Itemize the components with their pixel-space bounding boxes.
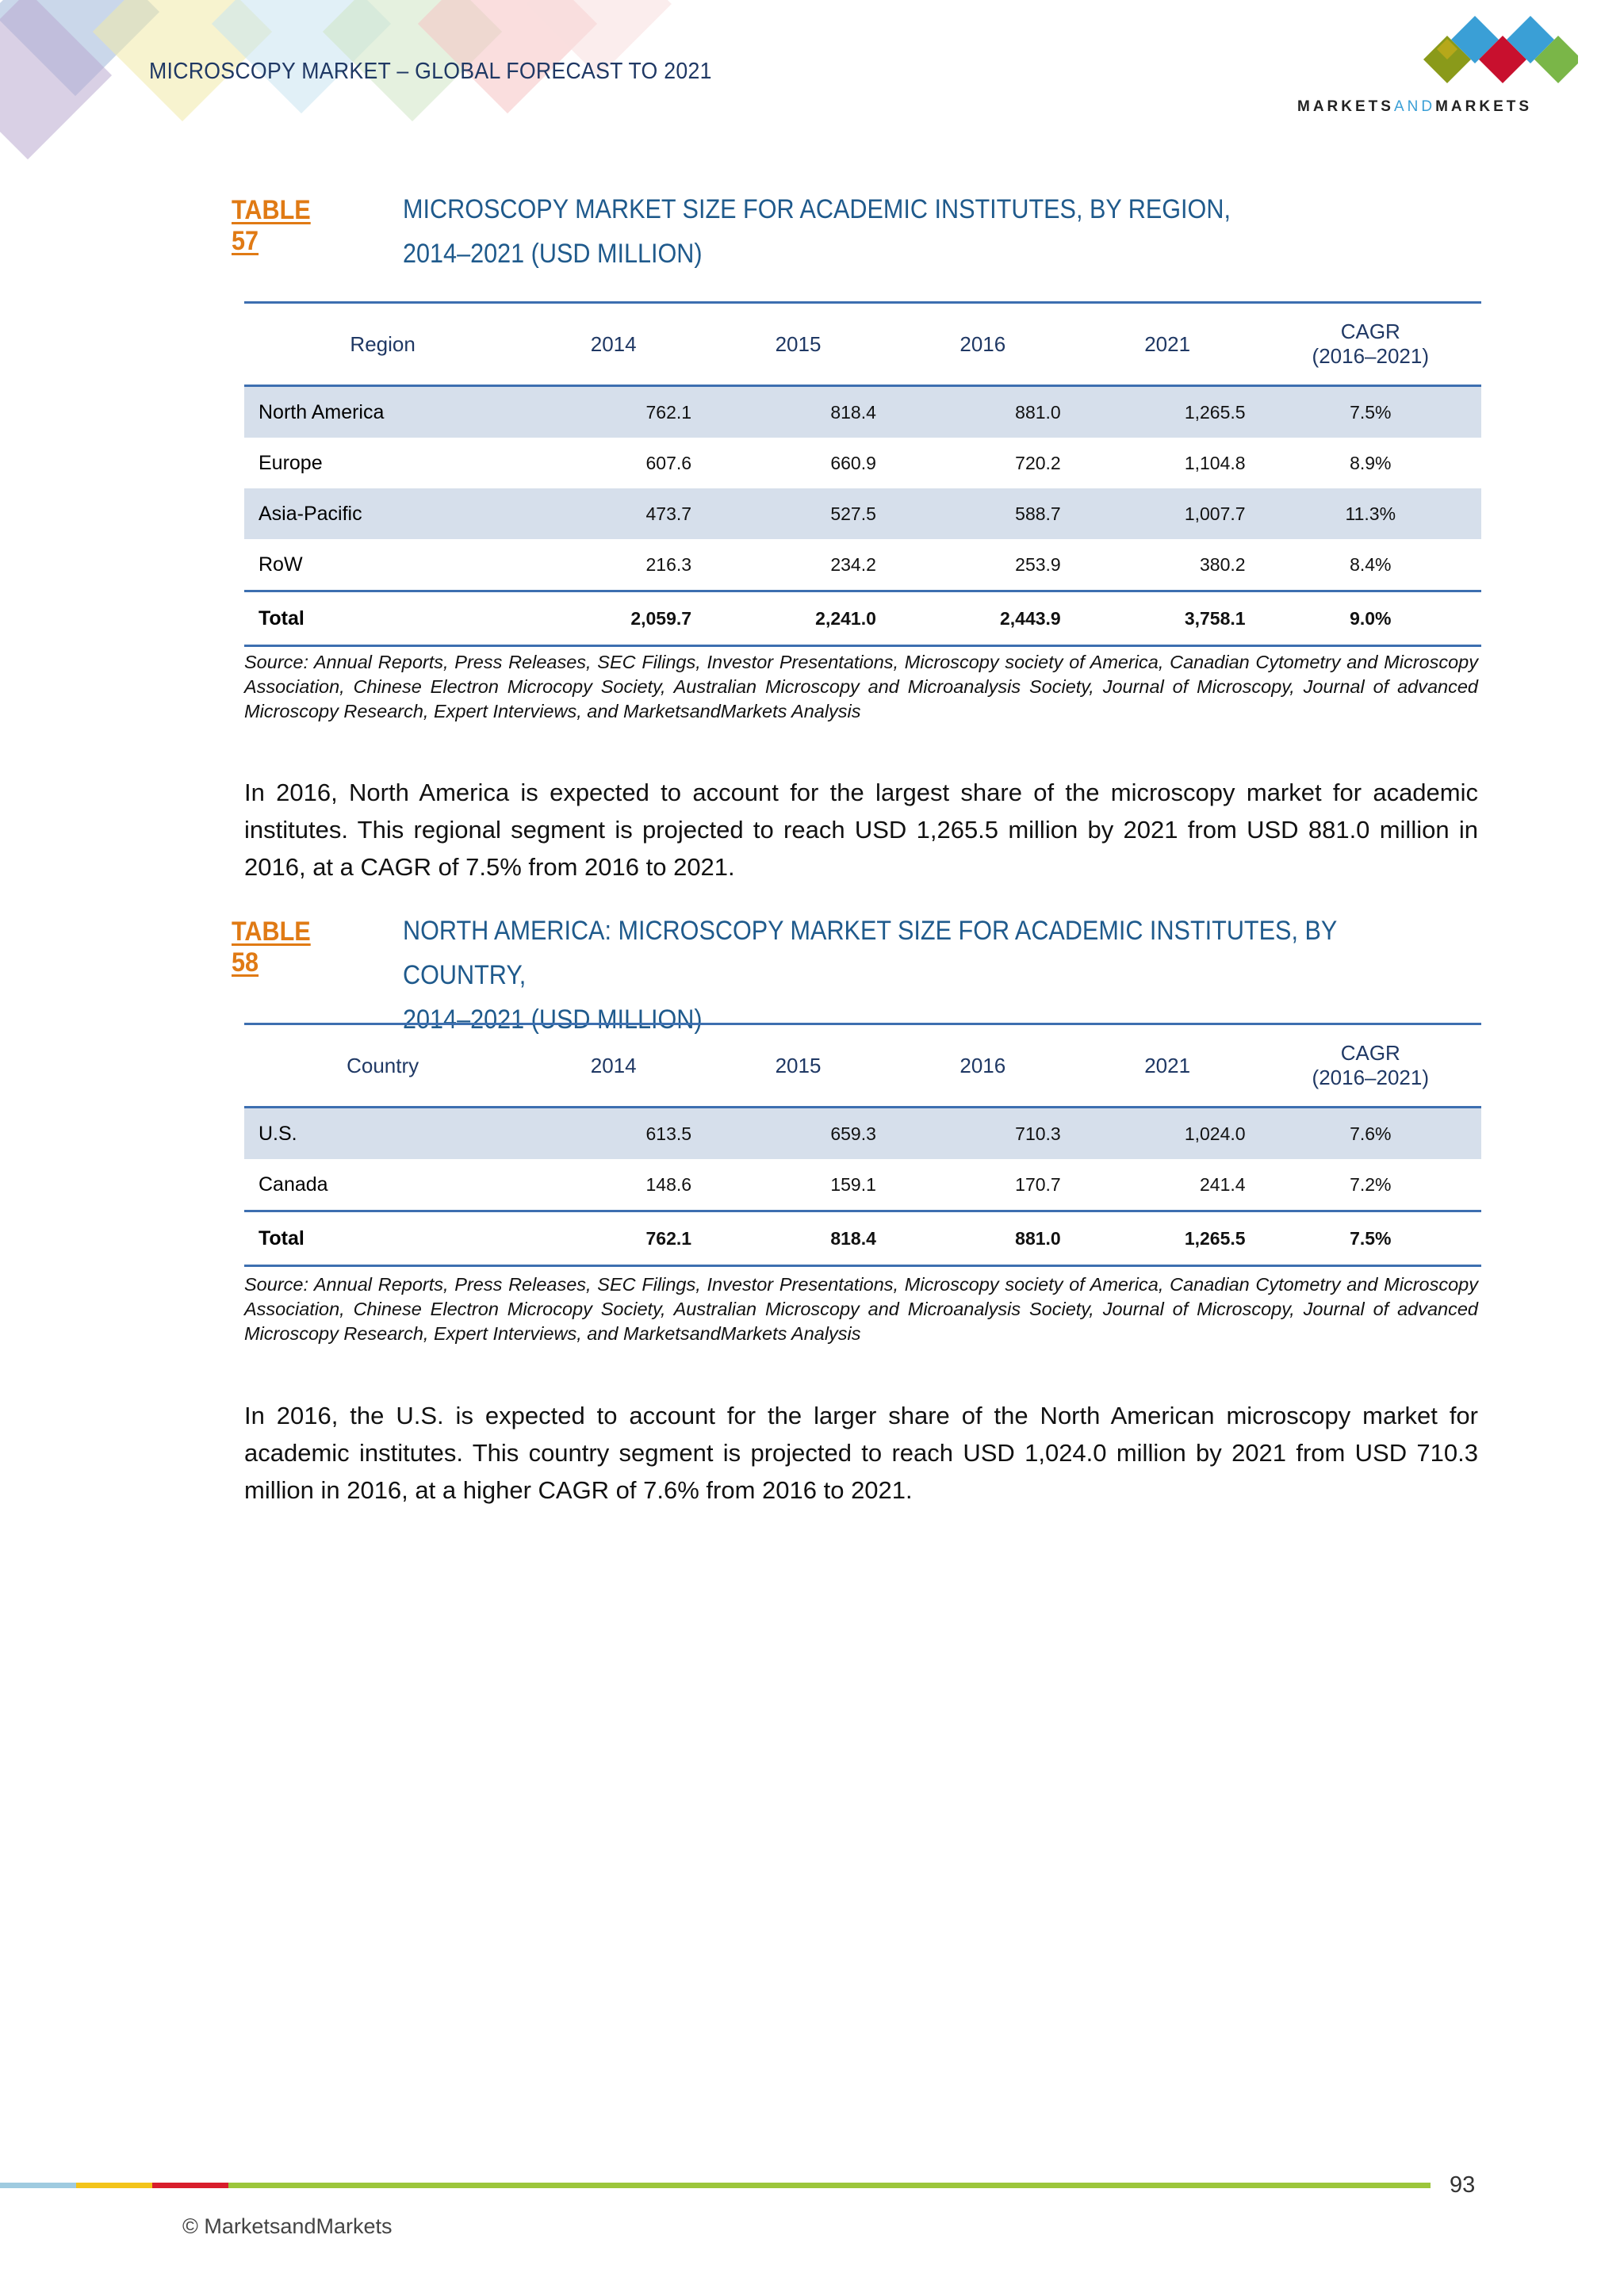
column-header: 2016: [891, 1024, 1075, 1108]
table-row: RoW 216.3 234.2 253.9 380.2 8.4%: [259, 553, 1392, 576]
paragraph-us: In 2016, the U.S. is expected to account for the larger share of the North American microscopy market for academic institutes. This country segment is projected to reach USD 1,024.0 million by 2021 from USD 710.3 million in 2016, at a higher CAGR of 7.6% from 2016 to 2021.: [244, 1402, 1478, 1504]
column-header: CAGR (2016–2021): [1260, 303, 1481, 386]
table-57-source: Source: Annual Reports, Press Releases, SEC Filings, Investor Presentations, Microscopy society of America, Canadian Cytometry and Microscopy Association, Chinese Electron Microcopy Society, Australian Microscopy and Microanalysis Society, Journal of Microscopy, Journal of advanced Microscopy Research, Expert Interviews, and MarketsandMarkets Analysis: [244, 652, 1478, 721]
table-header-row: [244, 1024, 1481, 1108]
copyright-text: © MarketsandMarkets: [182, 2214, 393, 2238]
table-57-link[interactable]: TABLE 57: [232, 195, 311, 256]
logo-wordmark: MARKETSANDMARKETS: [1297, 98, 1533, 115]
page-header-title: MICROSCOPY MARKET – GLOBAL FORECAST TO 2021: [149, 59, 712, 84]
table-header-row: [244, 303, 1481, 386]
table-row: North America 762.1 818.4 881.0 1,265.5 7.5%: [244, 386, 1481, 438]
column-header: 2021: [1075, 1024, 1260, 1108]
table-58-source: Source: Annual Reports, Press Releases, SEC Filings, Investor Presentations, Microscopy society of America, Canadian Cytometry and Microscopy Association, Chinese Electron Microcopy Society, Australian Microscopy and Microanalysis Society, Journal of Microscopy, Journal of advanced Microscopy Research, Expert Interviews, and MarketsandMarkets Analysis: [244, 1274, 1478, 1344]
table-row: U.S. 613.5 659.3 710.3 1,024.0 7.6%: [244, 1108, 1481, 1160]
table-58-link[interactable]: TABLE 58: [232, 916, 311, 978]
column-header: Country: [244, 1024, 521, 1108]
column-header: 2015: [706, 1024, 891, 1108]
column-header: 2014: [521, 303, 706, 386]
page-number: 93: [1450, 2172, 1476, 2198]
table-total-row: Total 2,059.7 2,241.0 2,443.9 3,758.1 9.0%: [244, 591, 1481, 646]
column-header: Region: [244, 303, 521, 386]
column-header: 2016: [891, 303, 1075, 386]
column-header: CAGR (2016–2021): [1260, 1024, 1481, 1108]
table-57-title: MICROSCOPY MARKET SIZE FOR ACADEMIC INSTITUTES, BY REGION, 2014–2021 (USD MILLION): [403, 194, 1231, 269]
table-total-row: Total 762.1 818.4 881.0 1,265.5 7.5%: [244, 1211, 1481, 1266]
table-row: Asia-Pacific 473.7 527.5 588.7 1,007.7 11.3%: [244, 488, 1481, 539]
paragraph-north-america: In 2016, North America is expected to account for the largest share of the microscopy market for academic institutes. This regional segment is projected to reach USD 1,265.5 million by 2021 from USD 881.0 million in 2016, at a CAGR of 7.5% from 2016 to 2021.: [244, 779, 1478, 881]
table-row: Canada 148.6 159.1 170.7 241.4 7.2%: [259, 1173, 1392, 1196]
column-header: 2014: [521, 1024, 706, 1108]
table-58-title: NORTH AMERICA: MICROSCOPY MARKET SIZE FOR ACADEMIC INSTITUTES, BY COUNTRY, 2014–2021 (USD MILLION): [403, 916, 1337, 1035]
column-header: 2021: [1075, 303, 1260, 386]
column-header: 2015: [706, 303, 891, 386]
table-57: [244, 301, 1481, 647]
table-58: [244, 1023, 1481, 1267]
table-row: Europe 607.6 660.9 720.2 1,104.8 8.9%: [259, 451, 1392, 474]
